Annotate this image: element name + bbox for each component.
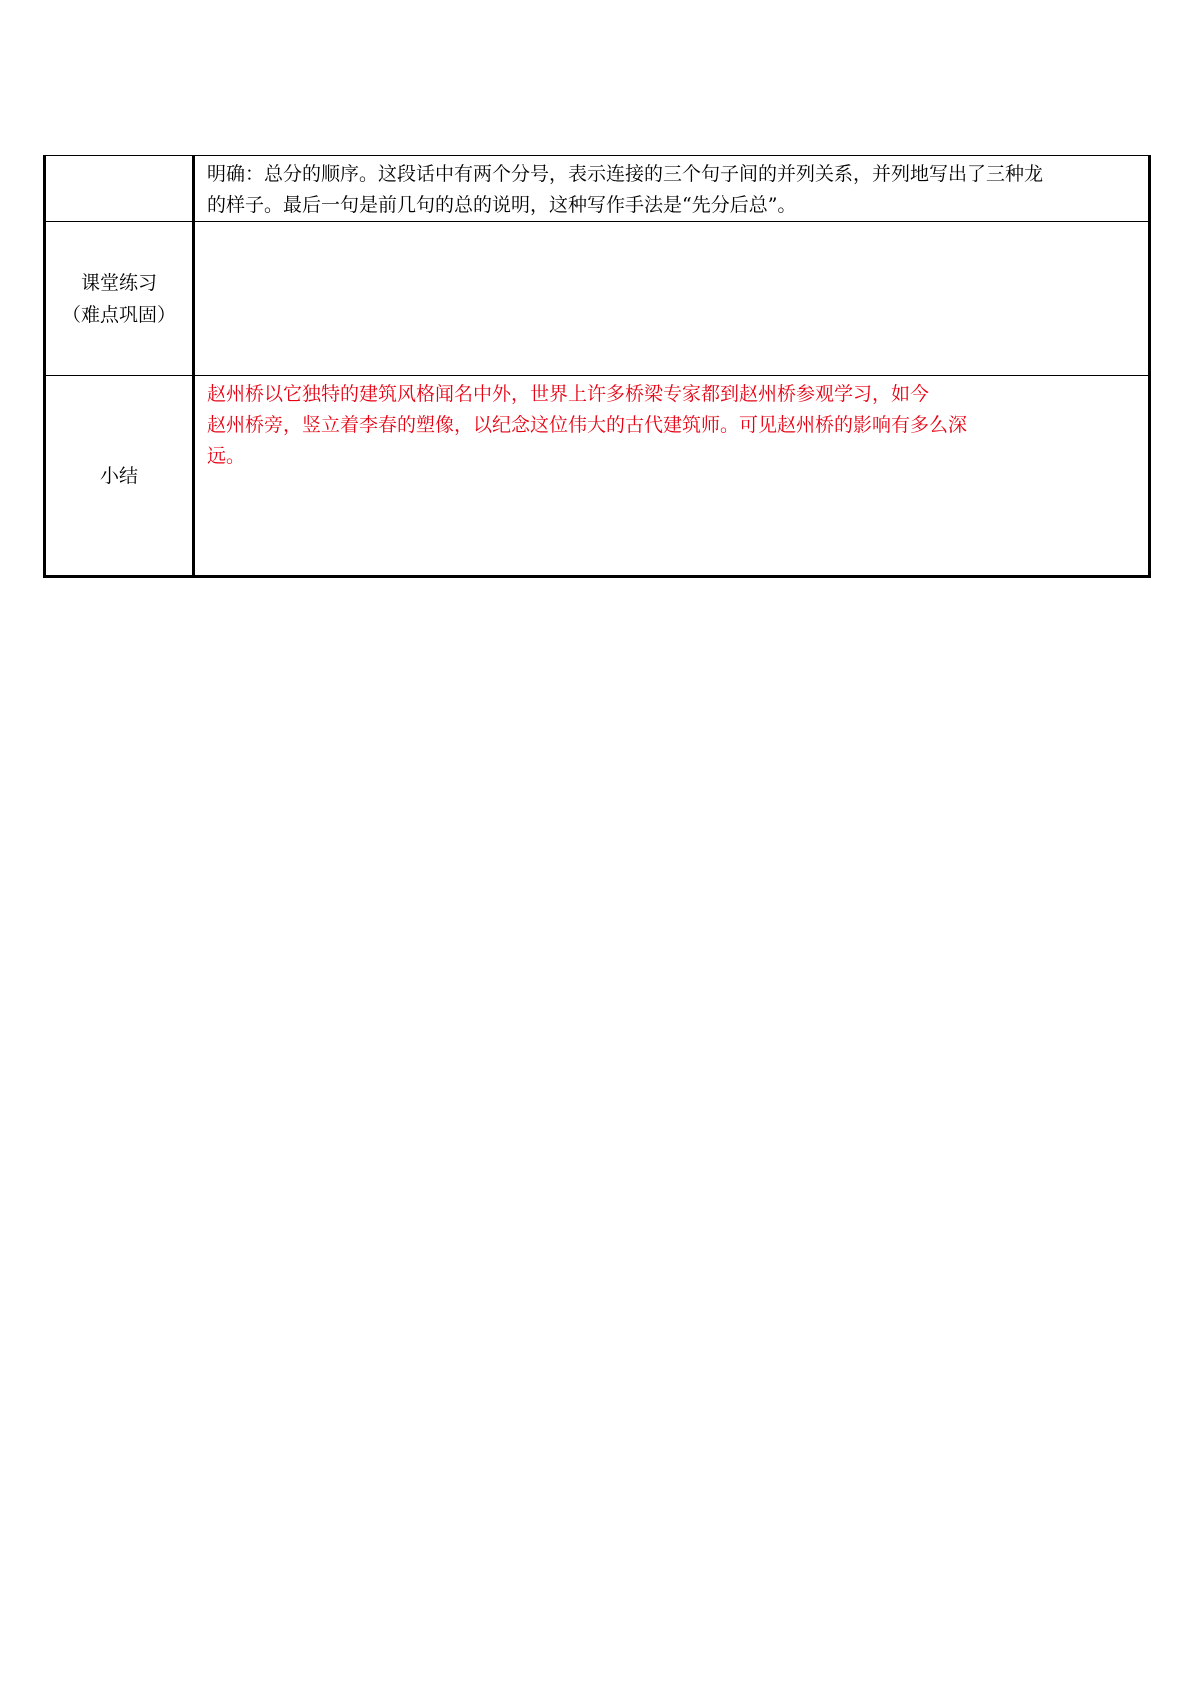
practice-label: 课堂练习	[80, 271, 157, 294]
summary-line: 赵州桥以它独特的建筑风格闻名中外，世界上许多桥梁专家都到赵州桥参观学习，如今	[207, 383, 930, 405]
summary-label: 小结	[99, 464, 138, 487]
table-row	[45, 156, 1150, 222]
table-row	[45, 376, 1150, 577]
explanation-cell	[194, 156, 1150, 222]
table-row	[45, 222, 1150, 376]
row-label-cell	[45, 376, 194, 577]
row-label-cell	[45, 222, 194, 376]
summary-line: 赵州桥旁，竖立着李春的塑像，以纪念这位伟大的古代建筑师。可见赵州桥的影响有多么深	[207, 414, 968, 436]
lesson-plan-table	[43, 155, 1151, 578]
explanation-line: 的样子。最后一句是前几句的总的说明，这种写作手法是“先分后总”。	[207, 194, 797, 216]
summary-content-cell	[194, 376, 1150, 577]
practice-content-cell	[194, 222, 1150, 376]
summary-line: 远。	[207, 445, 246, 467]
explanation-line: 明确：总分的顺序。这段话中有两个分号，表示连接的三个句子间的并列关系，并列地写出了三种龙	[207, 163, 1044, 185]
practice-sublabel: （难点巩固）	[61, 303, 176, 326]
row-label-cell	[45, 156, 194, 222]
